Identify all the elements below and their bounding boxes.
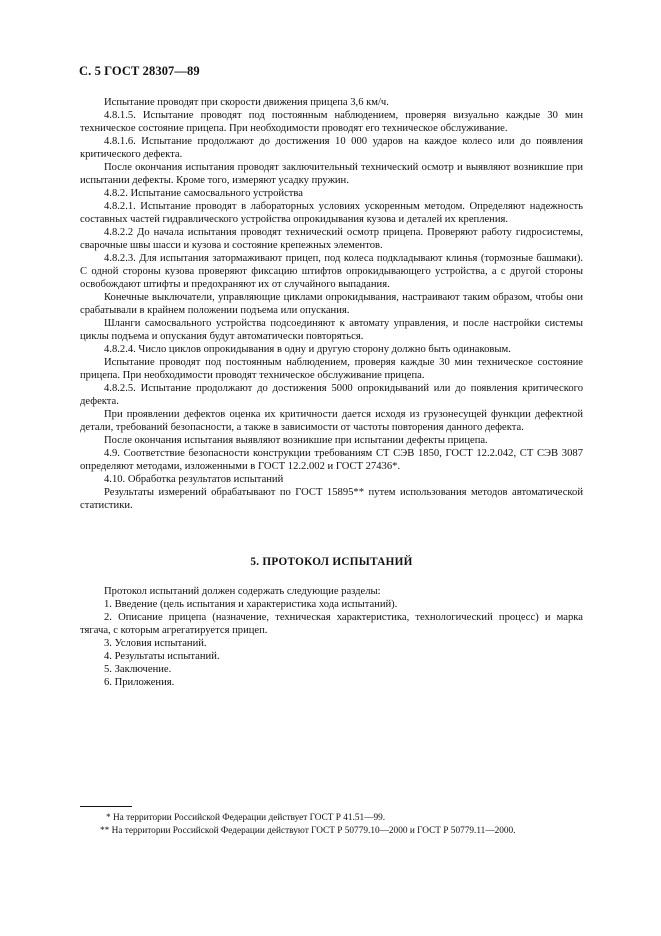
paragraph: 4.8.2.5. Испытание продолжают до достижения 5000 опрокидываний или до появления критического дефекта. (80, 383, 583, 407)
paragraph: При проявлении дефектов оценка их критичности дается исходя из грузонесущей функции дефектной детали, требований безопасности, а также в зависимости от частоты повторения данного дефекта. (80, 409, 583, 433)
paragraph: Конечные выключатели, управляющие циклами опрокидывания, настраивают таким образом, чтобы они срабатывали в крайнем положении подъема или опускания. (80, 292, 583, 316)
section-title: 5. ПРОТОКОЛ ИСПЫТАНИЙ (250, 556, 413, 568)
paragraph: Испытание проводят при скорости движения прицепа 3,6 км/ч. (104, 97, 389, 108)
paragraph: Испытание проводят под постоянным наблюдением, проверяя каждые 30 мин техническое состояние прицепа. При необходимости проводят техническое обслуживание прицепа. (80, 357, 583, 381)
page-header: С. 5 ГОСТ 28307—89 (79, 64, 200, 78)
list-item: 1. Введение (цель испытания и характеристика хода испытаний). (104, 599, 398, 610)
protocol-intro: Протокол испытаний должен содержать следующие разделы: (104, 586, 381, 597)
footnote-divider (80, 806, 132, 807)
paragraph: 4.8.2.4. Число циклов опрокидывания в одну и другую сторону должно быть одинаковым. (104, 344, 511, 355)
list-item: 6. Приложения. (104, 677, 175, 688)
protocol-list (80, 585, 583, 689)
subsection-heading: 4.10. Обработка результатов испытаний (104, 474, 284, 485)
paragraph: 4.9. Соответствие безопасности конструкции требованиям СТ СЭВ 1850, ГОСТ 12.2.042, СТ СЭВ 3087 определяют методами, изложенными в ГОСТ 12.2.002 и ГОСТ 27436*. (80, 448, 583, 472)
paragraph: После окончания испытания проводят заключительный технический осмотр и выявляют возникшие при испытании дефекты. Кроме того, измеряют усадку пружин. (80, 162, 583, 186)
footnote: ** На территории Российской Федерации действуют ГОСТ Р 50779.10—2000 и ГОСТ Р 50779.11—2000. (100, 826, 516, 836)
paragraph: После окончания испытания выявляют возникшие при испытании дефекты прицепа. (104, 435, 488, 446)
paragraph: 4.8.2.2 До начала испытания проводят технический осмотр прицепа. Проверяют работу гидросистемы, сварочные швы шасси и кузова и состояние крепежных элементов. (80, 227, 583, 251)
footnote: * На территории Российской Федерации действует ГОСТ Р 41.51—99. (106, 813, 386, 823)
paragraph: Шланги самосвального устройства подсоединяют к автомату управления, и после настройки системы циклы подъема и опускания будут автоматически повторяться. (80, 318, 583, 342)
body-text (80, 96, 583, 512)
list-item: 2. Описание прицепа (назначение, техническая характеристика, технологический процесс) и марка тягача, с которым агрегатируется прицеп. (80, 612, 583, 636)
paragraph: 4.8.2.1. Испытание проводят в лабораторных условиях ускоренным методом. Определяют надежность составных частей гидравлического устройства опрокидывания кузова и деталей их крепления. (80, 201, 583, 225)
list-item: 5. Заключение. (104, 664, 172, 675)
footnotes (80, 812, 620, 838)
paragraph: 4.8.2.3. Для испытания затормаживают прицеп, под колеса подкладывают клинья (тормозные башмаки). С одной стороны кузова проверяют фиксацию штифтов опрокидывающего устройства, а с другой стороны освобождают штифты и предохраняют их от случайного выпадания. (80, 253, 583, 290)
list-item: 3. Условия испытаний. (104, 638, 207, 649)
paragraph: Результаты измерений обрабатывают по ГОСТ 15895** путем использования методов автоматической статистики. (80, 487, 583, 511)
list-item: 4. Результаты испытаний. (104, 651, 220, 662)
subsection-heading: 4.8.2. Испытание самосвального устройства (104, 188, 303, 199)
paragraph: 4.8.1.6. Испытание продолжают до достижения 10 000 ударов на каждое колесо или до появления критического дефекта. (80, 136, 583, 160)
paragraph: 4.8.1.5. Испытание проводят под постоянным наблюдением, проверяя визуально каждые 30 мин техническое состояние прицепа. При необходимости проводят его техническое обслуживание. (80, 110, 583, 134)
